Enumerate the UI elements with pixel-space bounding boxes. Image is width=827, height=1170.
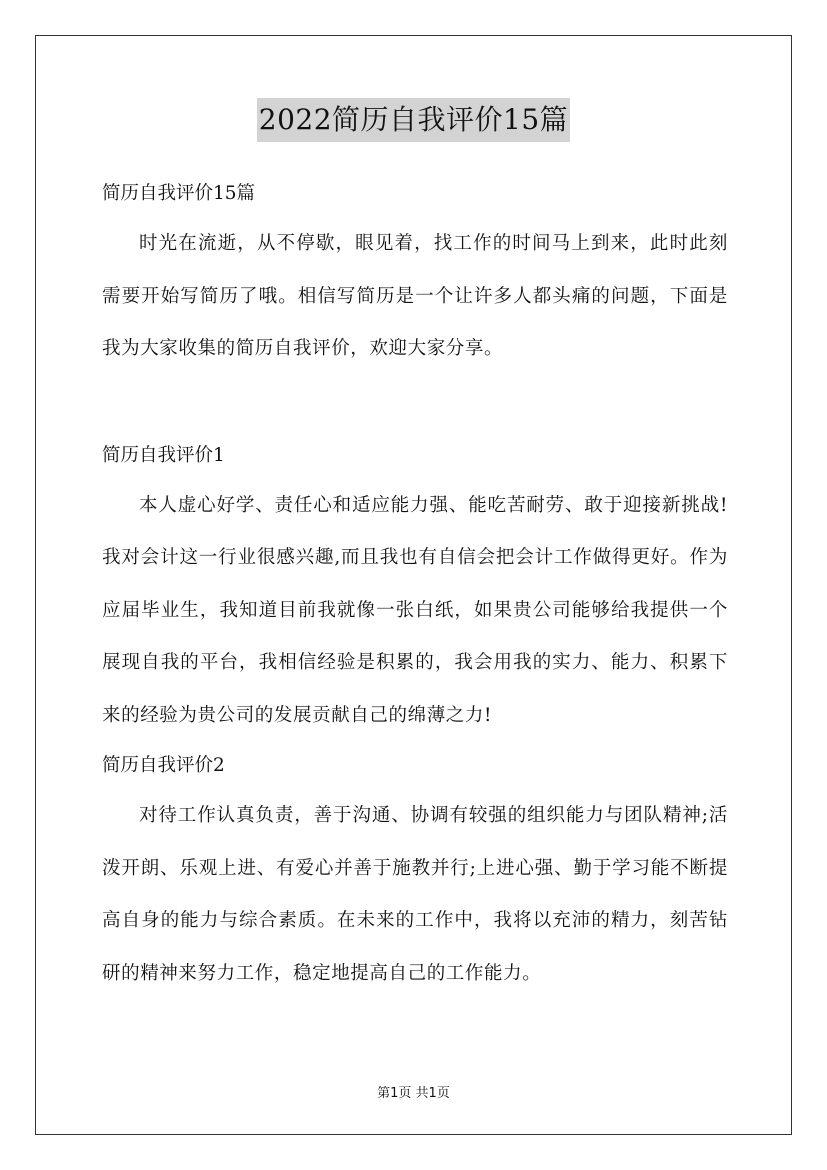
document-title: 2022简历自我评价15篇	[257, 98, 570, 142]
document-body	[102, 170, 728, 1000]
title-container	[0, 98, 827, 142]
section-spacer	[102, 376, 728, 432]
section-body-2: 对待工作认真负责，善于沟通、协调有较强的组织能力与团队精神;活泼开朗、乐观上进、有爱心并善于施教并行;上进心强、勤于学习能不断提高自身的能力与综合素质。在未来的工作中，我将以充沛的精力，刻苦钻研的精神来努力工作，稳定地提高自己的工作能力。	[102, 805, 728, 984]
section-body-1: 本人虚心好学、责任心和适应能力强、能吃苦耐劳、敢于迎接新挑战!我对会计这一行业很感兴趣,而且我也有自信会把会计工作做得更好。作为应届毕业生，我知道目前我就像一张白纸，如果贵公司能够给我提供一个展现自我的平台，我相信经验是积累的，我会用我的实力、能力、积累下来的经验为贵公司的发展贡献自己的绵薄之力!	[102, 494, 728, 726]
document-subtitle: 简历自我评价15篇	[102, 183, 256, 204]
intro-paragraph: 时光在流逝，从不停歇，眼见着，找工作的时间马上到来，此时此刻需要开始写简历了哦。相信写简历是一个让许多人都头痛的问题，下面是我为大家收集的简历自我评价，欢迎大家分享。	[102, 233, 728, 359]
section-heading-2: 简历自我评价2	[102, 755, 225, 776]
section-heading-1: 简历自我评价1	[102, 444, 225, 466]
page-footer: 第1页 共1页	[377, 1086, 450, 1101]
